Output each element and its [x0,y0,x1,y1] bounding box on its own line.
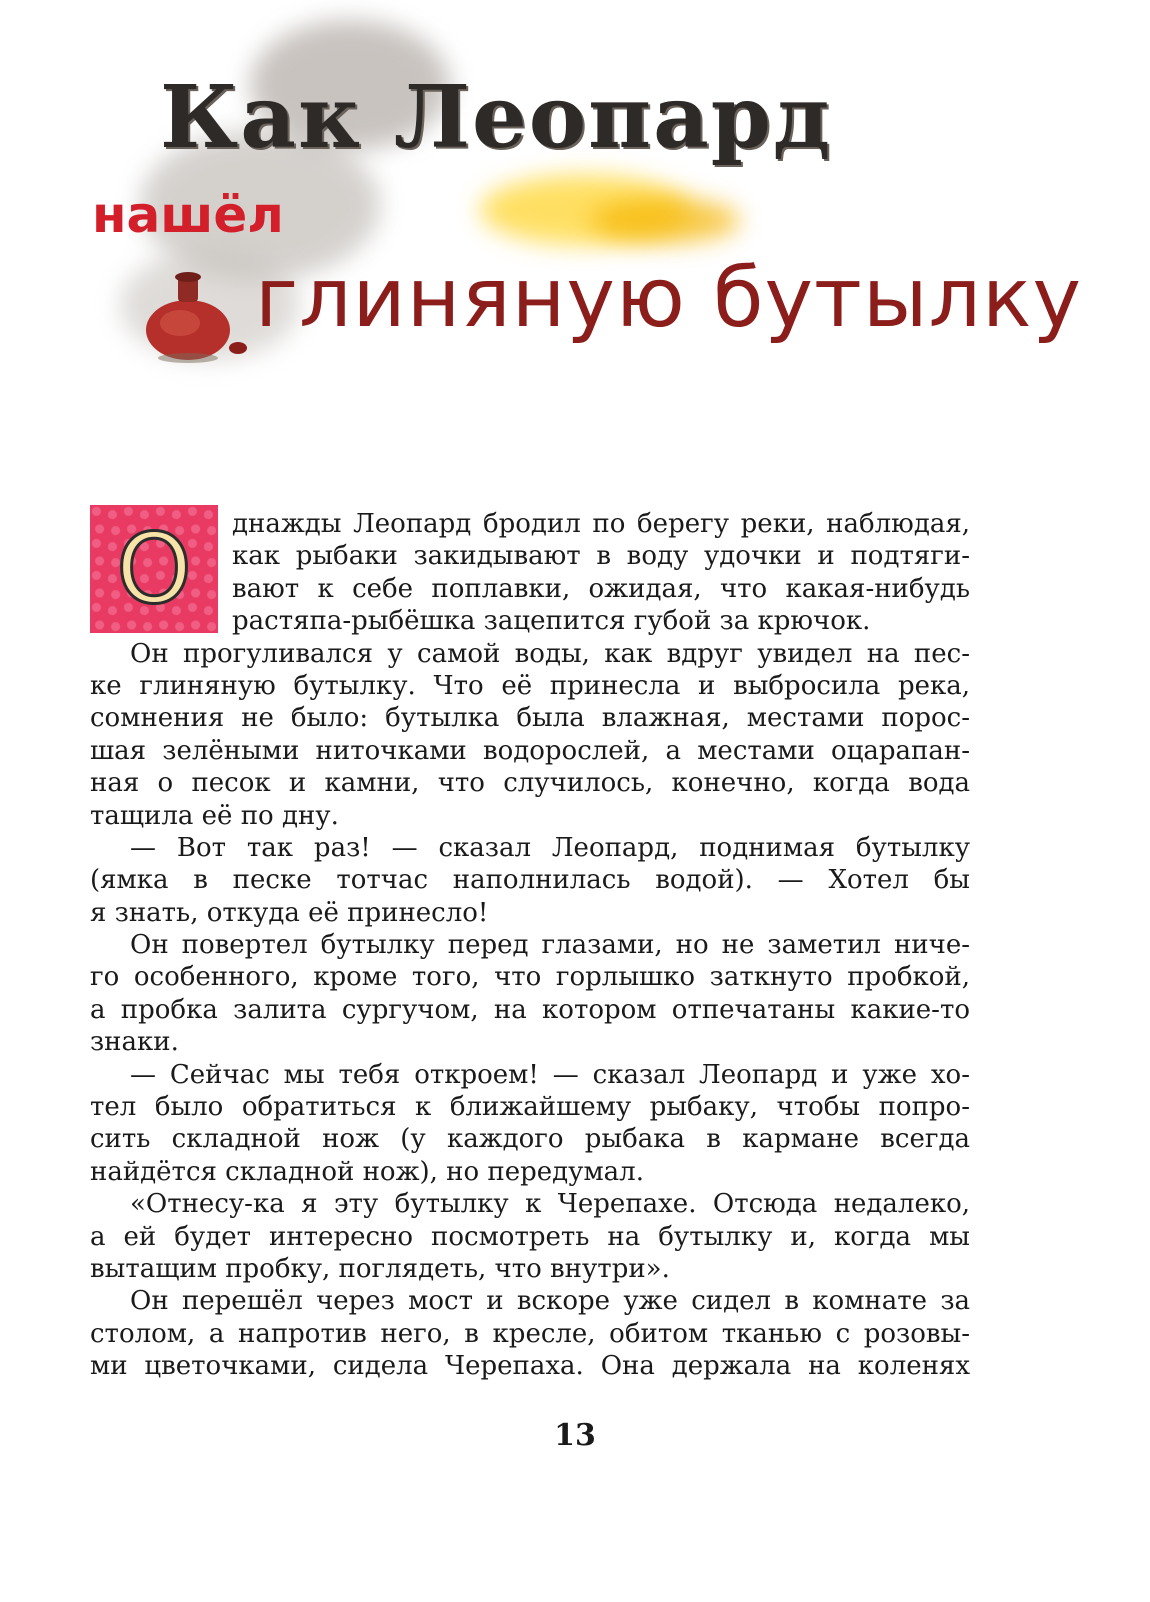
text-line: ная о песок и камни, что случилось, конечно, когда вода [90,768,970,799]
text-line: вают к себе поплавки, ожидая, что какая-нибудь [232,573,970,604]
title-line-3: глиняную бутылку [255,251,1083,346]
text-line: го особенного, кроме того, что горлышко заткнуто пробкой, [90,962,970,993]
text-line: а ей будет интересно посмотреть на бутылку и, когда мы [90,1221,970,1252]
text-line: найдётся складной нож), но передумал. [90,1156,644,1187]
text-line: Он прогуливался у самой воды, как вдруг увидел на пес- [130,638,970,669]
text-line: Он перешёл через мост и вскоре уже сидел в комнате за [130,1286,970,1317]
text-line: вытащим пробку, поглядеть, что внутри». [90,1253,670,1284]
clay-bottle-image [140,268,250,363]
text-line: ке глиняную бутылку. Что её принесла и выбросила река, [90,670,970,701]
page-number: 13 [554,1418,596,1453]
text-line: я знать, откуда её принесло! [90,897,489,928]
text-line: — Сейчас мы тебя откроем! — сказал Леопард и уже хо- [130,1059,970,1090]
text-line: ми цветочками, сидела Черепаха. Она держала на коленях [90,1351,970,1382]
text-line: тащила её по дну. [90,800,339,831]
title-line-1: Как Леопард [160,67,833,168]
smoke-decoration [590,198,740,243]
text-line: сомнения не было: бутылка была влажная, местами порос- [90,703,970,734]
text-line: а пробка залита сургучом, на котором отпечатаны какие-то [90,994,970,1025]
text-line: как рыбаки закидывают в воду удочки и подтяги- [232,541,970,572]
text-line: (ямка в песке тотчас наполнилась водой). — Хотел бы [90,865,970,896]
text-line: столом, а напротив него, в кресле, обитом тканью с розовы- [90,1318,970,1349]
text-line: Он повертел бутылку перед глазами, но не заметил ниче- [130,930,970,961]
text-line: растяпа-рыбёшка зацепится губой за крючок. [232,606,871,637]
title-line-2: нашёл [92,186,284,244]
text-line: — Вот так раз! — сказал Леопард, поднимая бутылку [130,832,970,863]
text-line: знаки. [90,1027,179,1058]
drop-cap-letter: О [116,513,192,625]
text-line: «Отнесу-ка я эту бутылку к Черепахе. Отсюда недалеко, [130,1189,970,1220]
text-line: шая зелёными ниточками водорослей, а местами оцарапан- [90,735,970,766]
text-line: сить складной нож (у каждого рыбака в кармане всегда [90,1124,970,1155]
story-text [90,508,970,1383]
text-line: тел было обратиться к ближайшему рыбаку, чтобы попро- [90,1092,970,1123]
text-line: днажды Леопард бродил по берегу реки, наблюдая, [232,509,970,539]
